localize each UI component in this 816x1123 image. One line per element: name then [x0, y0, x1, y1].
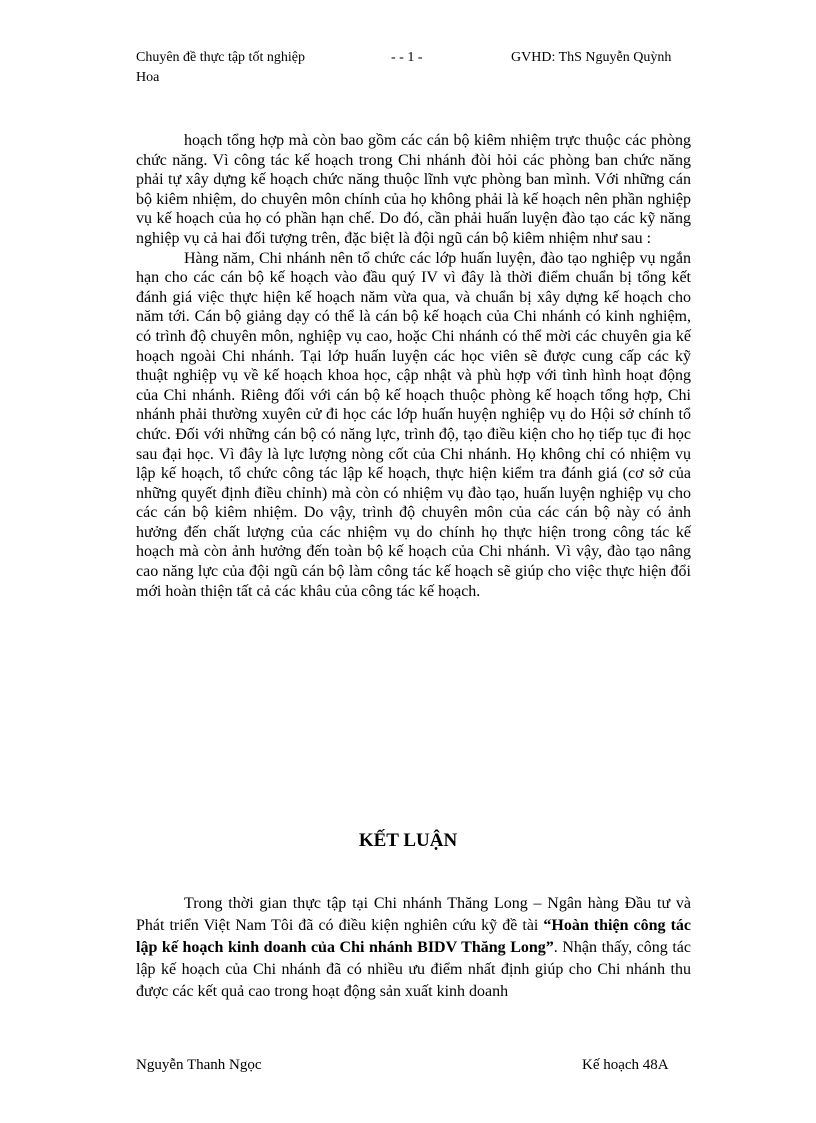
- footer-author: Nguyễn Thanh Ngọc: [136, 1057, 262, 1073]
- body-text: [136, 131, 691, 601]
- header-supervisor: GVHD: ThS Nguyễn Quỳnh: [511, 50, 672, 65]
- conclusion-text-after: . Nhận thấy, công tác lập kế hoạch của Chi nhánh đã có nhiều ưu điểm nhất định giúp cho Chi nhánh thu được các kết quả cao trong hoạt động sản xuất kinh doanh: [136, 939, 691, 1000]
- conclusion-heading: KẾT LUẬN: [358, 830, 458, 851]
- conclusion-topic: “Hoàn thiện công tác lập kế hoạch kinh doanh của Chi nhánh BIDV Thăng Long”: [136, 917, 691, 956]
- paragraph-1: hoạch tổng hợp mà còn bao gồm các cán bộ kiêm nhiệm trực thuộc các phòng chức năng. Vì công tác kế hoạch trong Chi nhánh đòi hỏi các phòng ban chức năng phải tự xây dựng kế hoạch chức năng thuộc lĩnh vực phòng ban mình. Với những cán bộ kiêm nhiệm, do chuyên môn chính của họ không phải là kế hoạch nên phần nghiệp vụ kế hoạch của họ có phần hạn chế. Do đó, cần phải huấn luyện đào tạo các kỹ năng nghiệp vụ cả hai đối tượng trên, đặc biệt là đội ngũ cán bộ kiêm nhiệm như sau :: [136, 132, 691, 247]
- header-thesis-title: Chuyên đề thực tập tốt nghiệp: [136, 50, 305, 65]
- conclusion-paragraph: [136, 893, 691, 1003]
- footer-class: Kế hoạch 48A: [582, 1057, 669, 1073]
- conclusion-text-before: Trong thời gian thực tập tại Chi nhánh Thăng Long – Ngân hàng Đầu tư và Phát triển Việt Nam Tôi đã có điều kiện nghiên cứu kỹ đề tài: [136, 895, 691, 934]
- header-page-number: - - 1 -: [391, 50, 423, 65]
- paragraph-2: Hàng năm, Chi nhánh nên tổ chức các lớp huấn luyện, đào tạo nghiệp vụ ngắn hạn cho các cán bộ kế hoạch vào đầu quý IV vì đây là thời điểm chuẩn bị tổng kết đánh giá việc thực hiện kế hoạch năm vừa qua, và chuẩn bị xây dựng kế hoạch cho năm tới. Cán bộ giảng dạy có thể là cán bộ kế hoạch của Chi nhánh có kinh nghiệm, có trình độ chuyên môn, nghiệp vụ cao, hoặc Chi nhánh có thể mời các chuyên gia kế hoạch ngoài Chi nhánh. Tại lớp huấn luyện các học viên sẽ được cung cấp các kỹ thuật nghiệp vụ về kế hoạch khoa học, cập nhật và phù hợp với tình hình hoạt động của Chi nhánh. Riêng đối với cán bộ kế hoạch thuộc phòng kế hoạch tổng hợp, Chi nhánh phải thường xuyên cử đi học các lớp huấn huyện nghiệp vụ do Hội sở chính tổ chức. Đối với những cán bộ có năng lực, trình độ, tạo điều kiện cho họ tiếp tục đi học sau đại học. Vì đây là lực lượng nòng cốt của Chi nhánh. Họ không chỉ có nhiệm vụ lập kế hoạch, tổ chức công tác lập kế hoạch, thực hiện kiểm tra đánh giá (cơ sở của những quyết định điều chỉnh) mà còn có nhiệm vụ đào tạo, huấn luyện nghiệp vụ cho các cán bộ kiêm nhiệm. Do vậy, trình độ chuyên môn của các cán bộ này có ảnh hưởng đến chất lượng của các nhiệm vụ do chính họ thực hiện trong công tác kế hoạch mà còn ảnh hưởng đến toàn bộ kế hoạch của Chi nhánh. Vì vậy, đào tạo nâng cao năng lực của đội ngũ cán bộ làm công tác kế hoạch sẽ giúp cho việc thực hiện đổi mới hoàn thiện tất cả các khâu của công tác kế hoạch.: [136, 249, 691, 600]
- header-supervisor-wrap: Hoa: [136, 70, 160, 85]
